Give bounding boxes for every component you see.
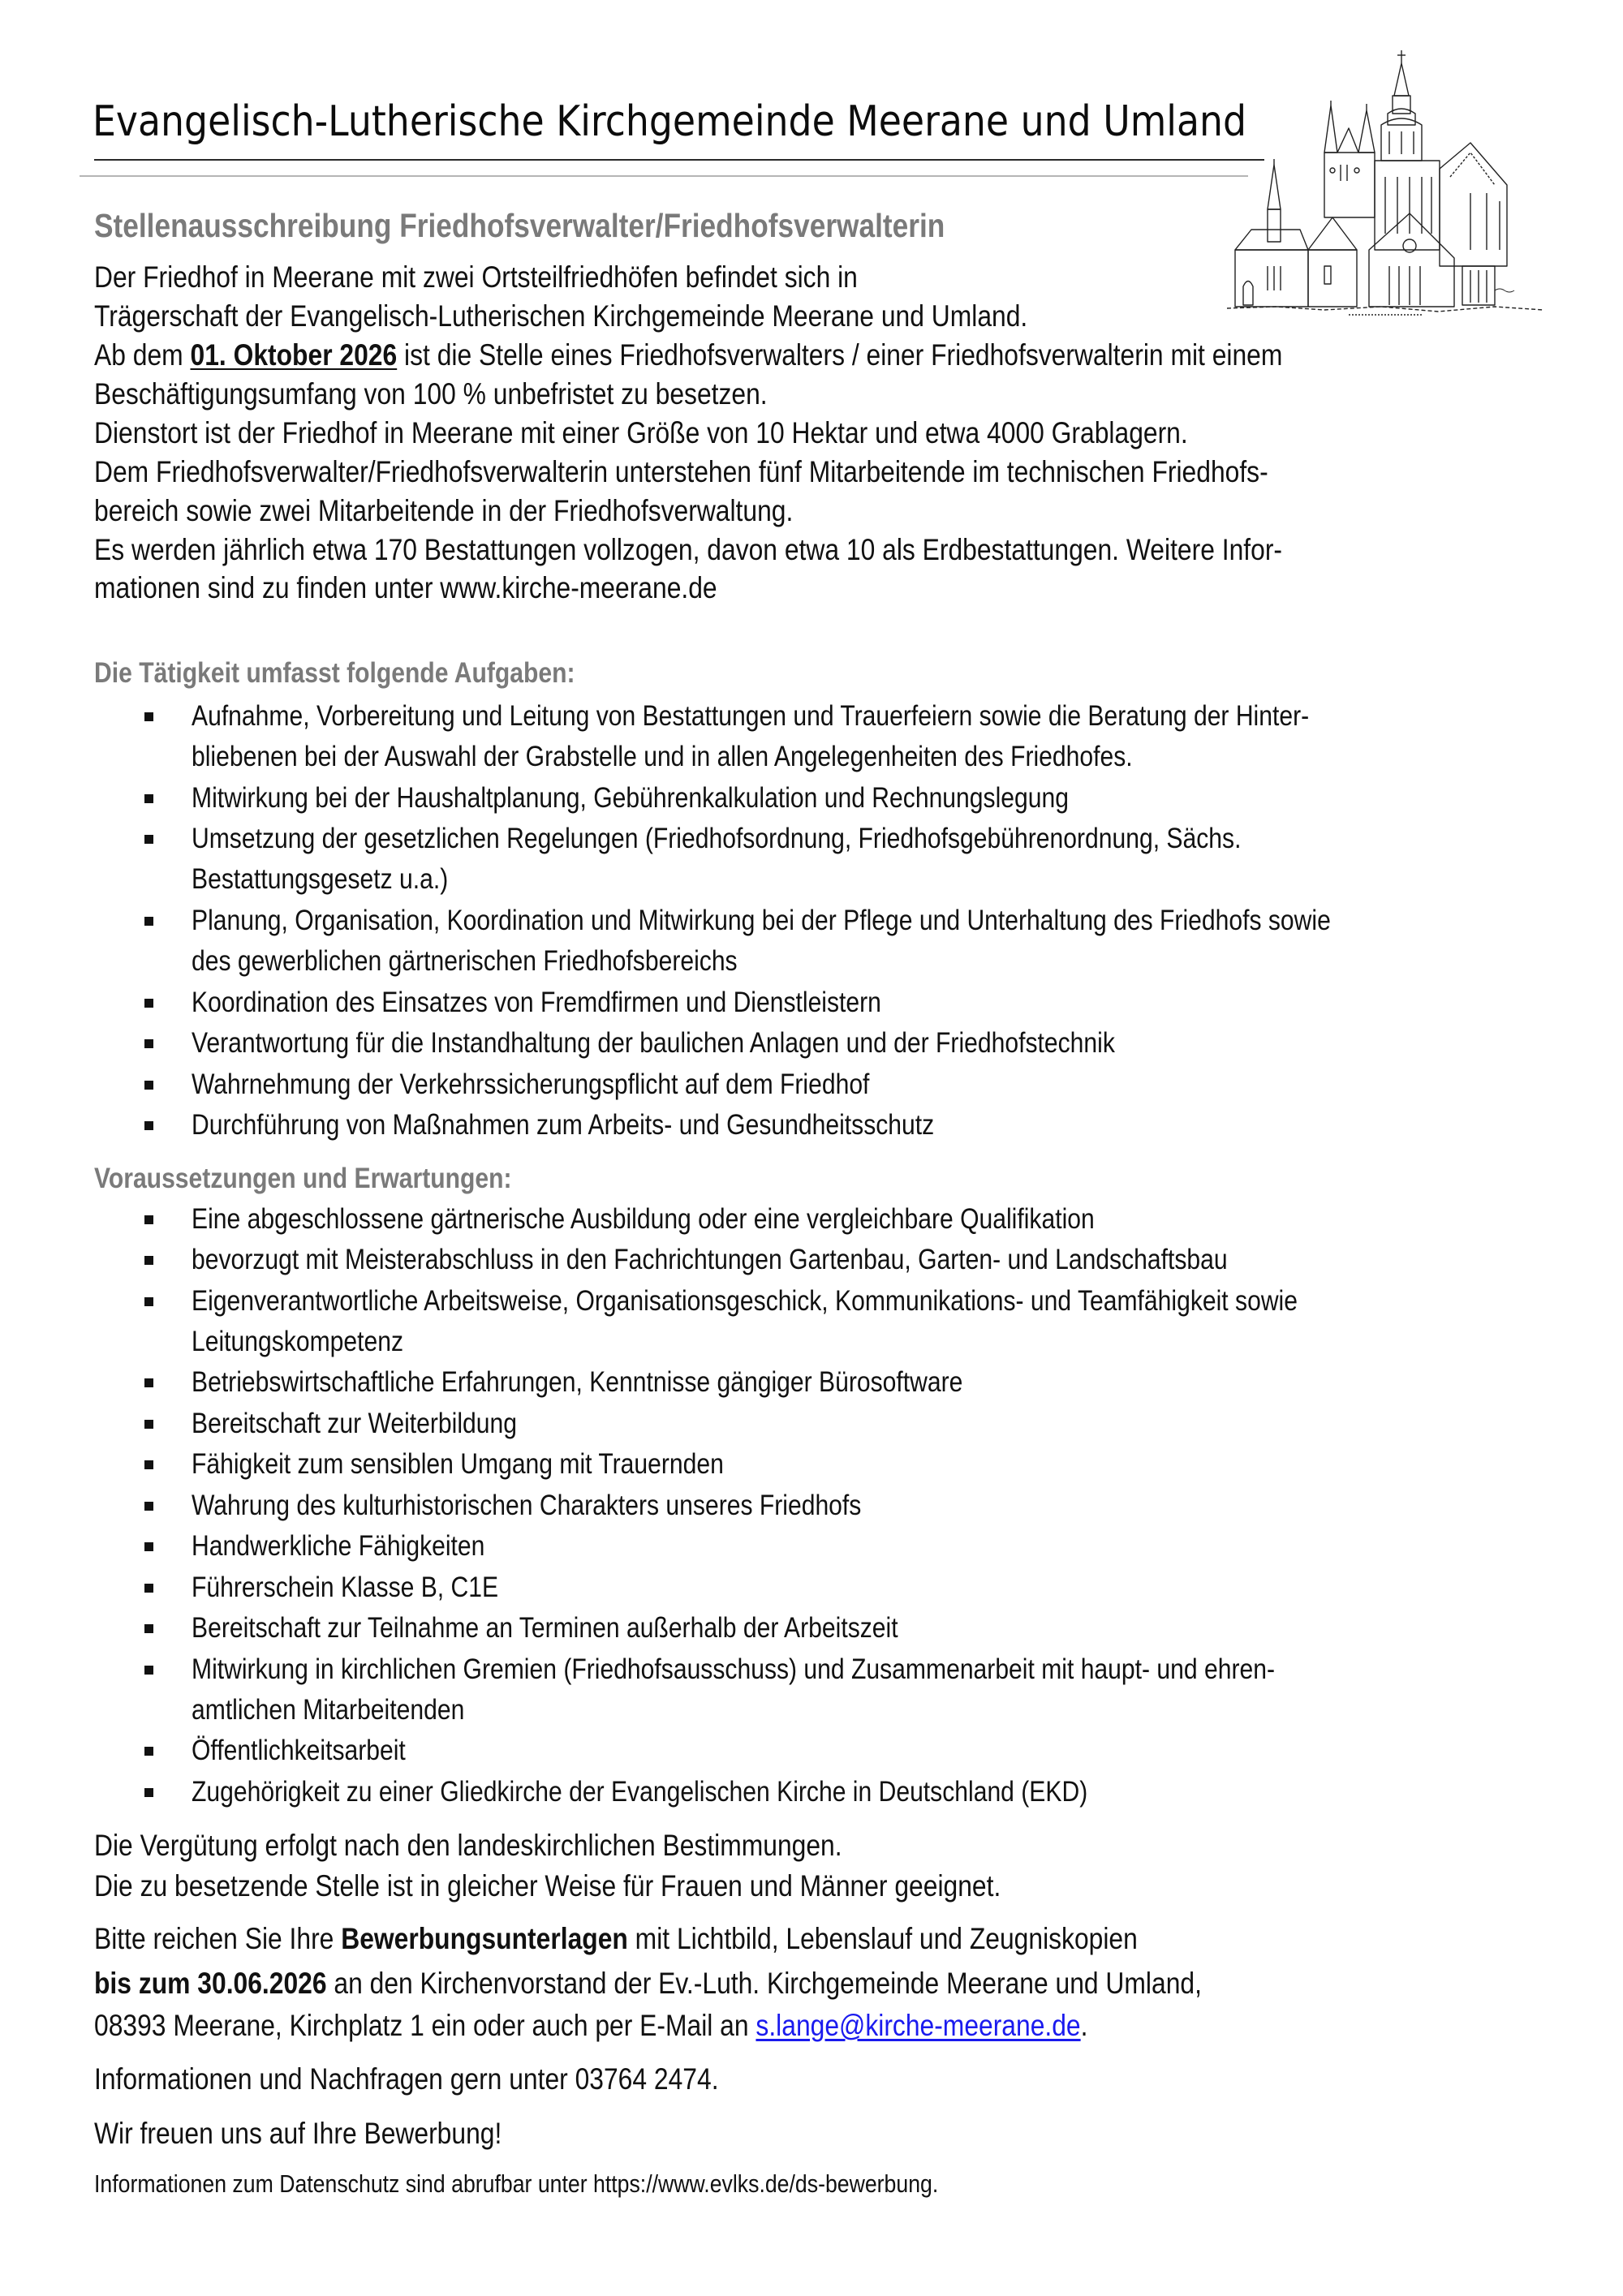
requirement-item: Eine abgeschlossene gärtnerische Ausbildung oder eine vergleichbare Qualifikation bbox=[192, 1203, 1095, 1235]
task-item: Mitwirkung bei der Haushaltplanung, Gebührenkalkulation und Rechnungslegung bbox=[192, 782, 1069, 814]
requirement-item: Öffentlichkeitsarbeit bbox=[192, 1735, 406, 1766]
bullet-icon bbox=[144, 794, 153, 803]
requirement-item: Mitwirkung in kirchlichen Gremien (Friedhofsausschuss) und Zusammenarbeit mit haupt- und ehren- bbox=[192, 1653, 1276, 1685]
task-item: Durchführung von Maßnahmen zum Arbeits- und Gesundheitsschutz bbox=[192, 1109, 935, 1141]
requirement-item-cont: Leitungskompetenz bbox=[192, 1326, 404, 1357]
task-item: Umsetzung der gesetzlichen Regelungen (Friedhofsordnung, Friedhofsgebührenordnung, Sächs. bbox=[192, 823, 1242, 854]
bullet-icon bbox=[144, 1666, 153, 1675]
church-drawing-icon bbox=[1227, 47, 1543, 331]
bullet-icon bbox=[144, 1747, 153, 1756]
apply-line-2 bbox=[94, 1964, 1202, 2003]
intro-line: Trägerschaft der Evangelisch-Lutherischen Kirchgemeinde Meerane und Umland. bbox=[94, 299, 1028, 333]
bullet-icon bbox=[144, 1584, 153, 1593]
start-date: 01. Oktober 2026 bbox=[190, 338, 398, 372]
bullet-icon bbox=[144, 1542, 153, 1551]
bullet-icon bbox=[144, 1297, 153, 1306]
intro-text: ist die Stelle eines Friedhofsverwalters / einer Friedhofsverwalterin mit einem bbox=[397, 338, 1283, 372]
apply-line-3 bbox=[94, 2006, 1087, 2045]
task-item: Koordination des Einsatzes von Fremdfirmen und Dienstleistern bbox=[192, 987, 881, 1018]
bullet-icon bbox=[144, 712, 153, 721]
tasks-heading: Die Tätigkeit umfasst folgende Aufgaben: bbox=[94, 657, 575, 689]
bullet-icon bbox=[144, 1460, 153, 1469]
requirement-item: bevorzugt mit Meisterabschluss in den Fachrichtungen Gartenbau, Garten- und Landschaftsbau bbox=[192, 1244, 1228, 1275]
intro-line: Es werden jährlich etwa 170 Bestattungen vollzogen, davon etwa 10 als Erdbestattungen. Weitere Infor- bbox=[94, 533, 1283, 566]
email-link[interactable]: s.lange@kirche-meerane.de bbox=[756, 2009, 1081, 2042]
requirement-item: Bereitschaft zur Teilnahme an Terminen außerhalb der Arbeitszeit bbox=[192, 1612, 898, 1644]
application-documents: Bewerbungsunterlagen bbox=[341, 1922, 628, 1955]
intro-line: Beschäftigungsumfang von 100 % unbefristet zu besetzen. bbox=[94, 377, 768, 411]
organization-title: Evangelisch-Lutherische Kirchgemeinde Meerane und Umland bbox=[93, 97, 1247, 146]
requirements-heading: Voraussetzungen und Erwartungen: bbox=[94, 1163, 512, 1194]
apply-text: an den Kirchenvorstand der Ev.-Luth. Kirchgemeinde Meerane und Umland, bbox=[326, 1967, 1202, 2000]
bullet-icon bbox=[144, 1081, 153, 1090]
requirement-item: Wahrung des kulturhistorischen Charakters unseres Friedhofs bbox=[192, 1490, 862, 1521]
intro-line: bereich sowie zwei Mitarbeitende in der Friedhofsverwaltung. bbox=[94, 494, 794, 527]
intro-text: Ab dem bbox=[94, 338, 191, 372]
bullet-icon bbox=[144, 1624, 153, 1633]
pay-statement: Die Vergütung erfolgt nach den landeskirchlichen Bestimmungen. bbox=[94, 1829, 842, 1862]
bullet-icon bbox=[144, 1039, 153, 1048]
requirement-item: Bereitschaft zur Weiterbildung bbox=[192, 1408, 517, 1439]
requirement-item: Fähigkeit zum sensiblen Umgang mit Trauernden bbox=[192, 1448, 724, 1480]
bullet-icon bbox=[144, 835, 153, 844]
apply-text: 08393 Meerane, Kirchplatz 1 ein oder auch per E-Mail an bbox=[94, 2009, 756, 2042]
bullet-icon bbox=[144, 917, 153, 926]
intro-line: Der Friedhof in Meerane mit zwei Ortsteilfriedhöfen befindet sich in bbox=[94, 260, 858, 294]
task-item-cont: des gewerblichen gärtnerischen Friedhofsbereichs bbox=[192, 945, 738, 977]
apply-line-1 bbox=[94, 1920, 1138, 1958]
bullet-icon bbox=[144, 999, 153, 1008]
task-item: Verantwortung für die Instandhaltung der baulichen Anlagen und der Friedhofstechnik bbox=[192, 1027, 1115, 1059]
contact-info: Informationen und Nachfragen gern unter 03764 2474. bbox=[94, 2062, 719, 2096]
bullet-icon bbox=[144, 1788, 153, 1797]
intro-line-start-date bbox=[94, 336, 1282, 375]
header-rule-dark bbox=[94, 159, 1264, 161]
bullet-icon bbox=[144, 1378, 153, 1387]
equality-statement: Die zu besetzende Stelle ist in gleicher Weise für Frauen und Männer geeignet. bbox=[94, 1869, 1001, 1903]
apply-text: . bbox=[1080, 2009, 1088, 2042]
greeting: Wir freuen uns auf Ihre Bewerbung! bbox=[94, 2117, 502, 2150]
bullet-icon bbox=[144, 1256, 153, 1265]
task-item-cont: Bestattungsgesetz u.a.) bbox=[192, 863, 449, 895]
requirement-item-cont: amtlichen Mitarbeitenden bbox=[192, 1694, 465, 1726]
requirement-item: Betriebswirtschaftliche Erfahrungen, Kenntnisse gängiger Bürosoftware bbox=[192, 1366, 963, 1398]
intro-line: Dienstort ist der Friedhof in Meerane mit einer Größe von 10 Hektar und etwa 4000 Grablagern. bbox=[94, 416, 1188, 449]
task-item-cont: bliebenen bei der Auswahl der Grabstelle und in allen Angelegenheiten des Friedhofes. bbox=[192, 741, 1133, 772]
task-item: Aufnahme, Vorbereitung und Leitung von Bestattungen und Trauerfeiern sowie die Beratung der Hinter- bbox=[192, 700, 1310, 732]
requirement-item: Zugehörigkeit zu einer Gliedkirche der Evangelischen Kirche in Deutschland (EKD) bbox=[192, 1776, 1088, 1808]
task-item: Planung, Organisation, Koordination und Mitwirkung bei der Pflege und Unterhaltung des Friedhofs sowie bbox=[192, 905, 1331, 936]
header-rule-gray bbox=[80, 175, 1248, 177]
intro-line: Dem Friedhofsverwalter/Friedhofsverwalterin unterstehen fünf Mitarbeitende im technischen Friedhofs- bbox=[94, 455, 1268, 488]
requirement-item: Handwerkliche Fähigkeiten bbox=[192, 1530, 485, 1562]
bullet-icon bbox=[144, 1121, 153, 1130]
task-item: Wahrnehmung der Verkehrssicherungspflicht auf dem Friedhof bbox=[192, 1068, 870, 1100]
intro-line: mationen sind zu finden unter www.kirche-meerane.de bbox=[94, 571, 717, 604]
apply-text: Bitte reichen Sie Ihre bbox=[94, 1922, 342, 1955]
bullet-icon bbox=[144, 1420, 153, 1429]
application-deadline: bis zum 30.06.2026 bbox=[94, 1967, 327, 2000]
apply-text: mit Lichtbild, Lebenslauf und Zeugniskopien bbox=[627, 1922, 1138, 1955]
requirement-item: Führerschein Klasse B, C1E bbox=[192, 1572, 499, 1603]
requirement-item: Eigenverantwortliche Arbeitsweise, Organisationsgeschick, Kommunikations- und Teamfähigkeit sowie bbox=[192, 1285, 1298, 1317]
bullet-icon bbox=[144, 1502, 153, 1511]
bullet-icon bbox=[144, 1215, 153, 1224]
job-title: Stellenausschreibung Friedhofsverwalter/Friedhofsverwalterin bbox=[94, 207, 945, 244]
privacy-notice: Informationen zum Datenschutz sind abrufbar unter https://www.evlks.de/ds-bewerbung. bbox=[94, 2169, 939, 2198]
